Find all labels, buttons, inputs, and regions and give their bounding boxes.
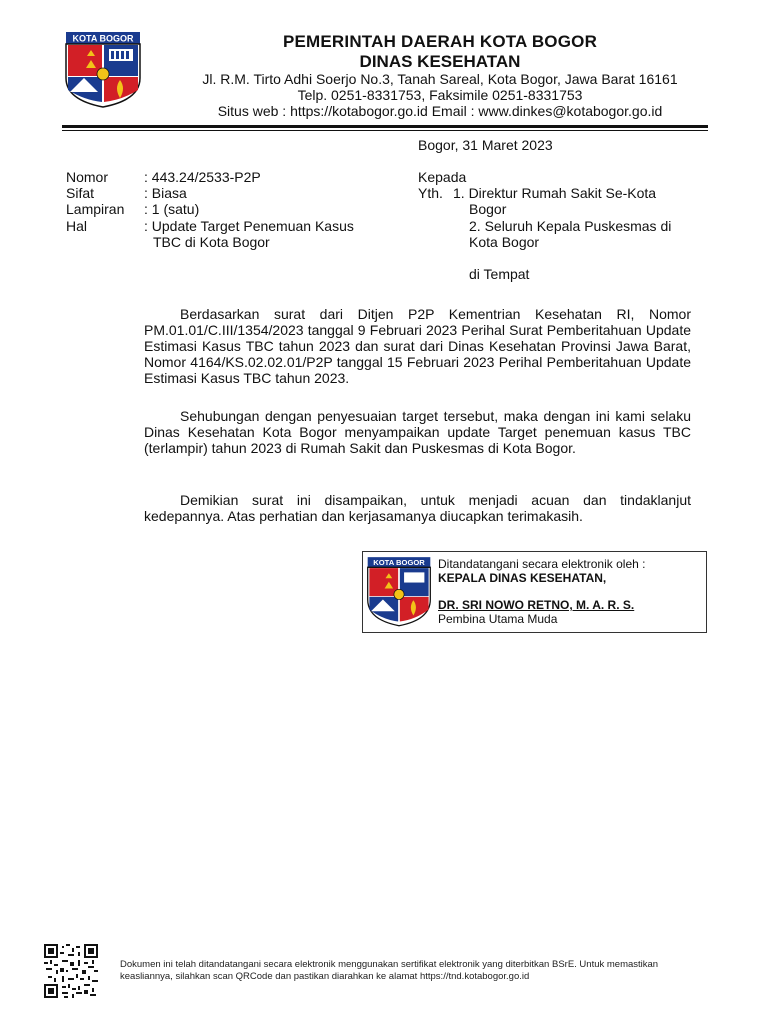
header-phone: Telp. 0251-8331753, Faksimile 0251-8331753: [297, 87, 583, 103]
lampiran-value: : 1 (satu): [144, 201, 200, 217]
recipient-item2-line2: Kota Bogor: [469, 234, 540, 250]
nomor-value: : 443.24/2533-P2P: [144, 169, 261, 185]
recipient-item1-line1: 1. Direktur Rumah Sakit Se-Kota: [453, 185, 657, 201]
signature-emblem: [366, 555, 432, 627]
nomor-label: Nomor: [66, 169, 109, 185]
emblem-text: KOTA BOGOR: [72, 33, 134, 44]
lampiran-label: Lampiran: [66, 201, 125, 217]
sifat-value: : Biasa: [144, 185, 187, 201]
body-paragraph-3-text: Demikian surat ini disampaikan, untuk menjadi acuan dan tindaklanjut kedepannya. Atas perhatian dan kerjasamanya diucapkan terimakasih.: [144, 492, 691, 524]
signature-note: Ditandatangani secara elektronik oleh :: [438, 557, 646, 571]
recipient-item1-line2: Bogor: [469, 201, 507, 217]
kota-bogor-emblem: [64, 30, 142, 108]
header-divider-thin: [62, 130, 708, 131]
footer-note-line1: Dokumen ini telah ditandatangani secara elektronik menggunakan sertifikat elektronik yang diterbitkan BSrE. Untuk memastikan: [120, 959, 659, 970]
body-paragraph-3: [144, 492, 691, 524]
body-paragraph-2: [144, 408, 691, 456]
body-paragraph-1: [144, 306, 691, 386]
header-department-name: DINAS KESEHATAN: [359, 52, 521, 71]
kepada-label: Kepada: [418, 169, 467, 185]
header-divider-thick: [62, 125, 708, 128]
signature-position: KEPALA DINAS KESEHATAN,: [438, 571, 607, 585]
header-government-name: PEMERINTAH DAERAH KOTA BOGOR: [282, 32, 598, 51]
header-website-email: Situs web : https://kotabogor.go.id Email : www.dinkes@kotabogor.go.id: [217, 103, 663, 119]
signatory-rank: Pembina Utama Muda: [438, 612, 558, 626]
yth-label: Yth.: [418, 185, 443, 201]
signatory-name: DR. SRI NOWO RETNO, M. A. R. S.: [438, 598, 635, 612]
hal-value-line1: : Update Target Penemuan Kasus: [144, 218, 354, 234]
verification-qr-code: [44, 944, 98, 998]
body-paragraph-1-text: Berdasarkan surat dari Ditjen P2P Kementrian Kesehatan RI, Nomor PM.01.01/C.III/1354/2023 tanggal 9 Februari 2023 Perihal Surat Pemberitahuan Update Estimasi Kasus TBC tahun 2023 dan surat dari Dinas Kesehatan Provinsi Jawa Barat, Nomor 4164/KS.02.02.01/P2P tanggal 15 Februari 2023 Perihal Pemberitahuan Update Estimasi Kasus TBC tahun 2023.: [144, 306, 691, 386]
sifat-label: Sifat: [66, 185, 95, 201]
header-address: Jl. R.M. Tirto Adhi Soerjo No.3, Tanah Sareal, Kota Bogor, Jawa Barat 16161: [202, 71, 678, 87]
recipient-item2-line1: 2. Seluruh Kepala Puskesmas di: [469, 218, 672, 234]
hal-label: Hal: [66, 218, 88, 234]
di-tempat: di Tempat: [469, 266, 530, 282]
body-paragraph-2-text: Sehubungan dengan penyesuaian target tersebut, maka dengan ini kami selaku Dinas Kesehatan Kota Bogor menyampaikan update Target penemuan kasus TBC (terlampir) tahun 2023 di Rumah Sakit dan Puskesmas di Kota Bogor.: [144, 408, 691, 456]
signature-emblem-text: KOTA BOGOR: [373, 558, 425, 568]
hal-value-line2: TBC di Kota Bogor: [153, 234, 270, 250]
letter-date: Bogor, 31 Maret 2023: [418, 137, 553, 153]
footer-note-line2: keasliannya, silahkan scan QRCode dan pastikan diarahkan ke alamat https://tnd.kotabogor.go.id: [120, 971, 530, 982]
